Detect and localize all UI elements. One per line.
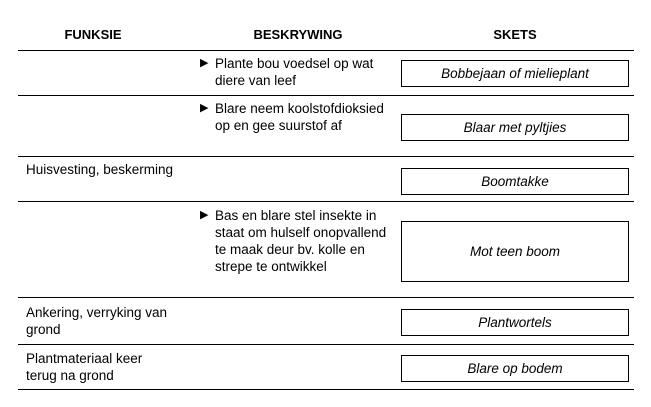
sketch-box: Plantwortels — [401, 309, 629, 336]
row-divider — [18, 95, 634, 96]
row-description: Bas en blare stel insekte in staat om hulself onopvallend te maak deur bv. kolle en strepe te ontwikkel — [215, 208, 387, 274]
row-function: Plantmateriaal keer terug na grond — [26, 351, 143, 383]
row-divider — [18, 156, 634, 157]
triangle-right-icon: ▶ — [200, 209, 209, 221]
sketch-box: Blaar met pyltjies — [401, 114, 629, 141]
sketch-box: Bobbejaan of mielieplant — [401, 60, 629, 87]
row-description: Blare neem koolstofdioksied op en gee suurstof af — [215, 101, 384, 133]
row-divider — [18, 344, 634, 345]
triangle-right-icon: ▶ — [200, 57, 209, 69]
header-sketch: SKETS — [493, 27, 537, 42]
row-divider — [18, 201, 634, 202]
header-function: FUNKSIE — [64, 27, 122, 42]
header-description: BESKRYWING — [253, 27, 343, 42]
sketch-box: Mot teen boom — [401, 221, 629, 282]
row-divider — [18, 297, 634, 298]
row-function: Ankering, verryking van grond — [26, 305, 168, 337]
row-divider — [18, 50, 634, 51]
sketch-box: Blare op bodem — [401, 355, 629, 382]
row-function: Huisvesting, beskerming — [26, 162, 174, 177]
row-divider — [18, 389, 634, 390]
sketch-box: Boomtakke — [401, 168, 629, 195]
triangle-right-icon: ▶ — [200, 102, 209, 114]
row-description: Plante bou voedsel op wat diere van leef — [215, 56, 374, 88]
